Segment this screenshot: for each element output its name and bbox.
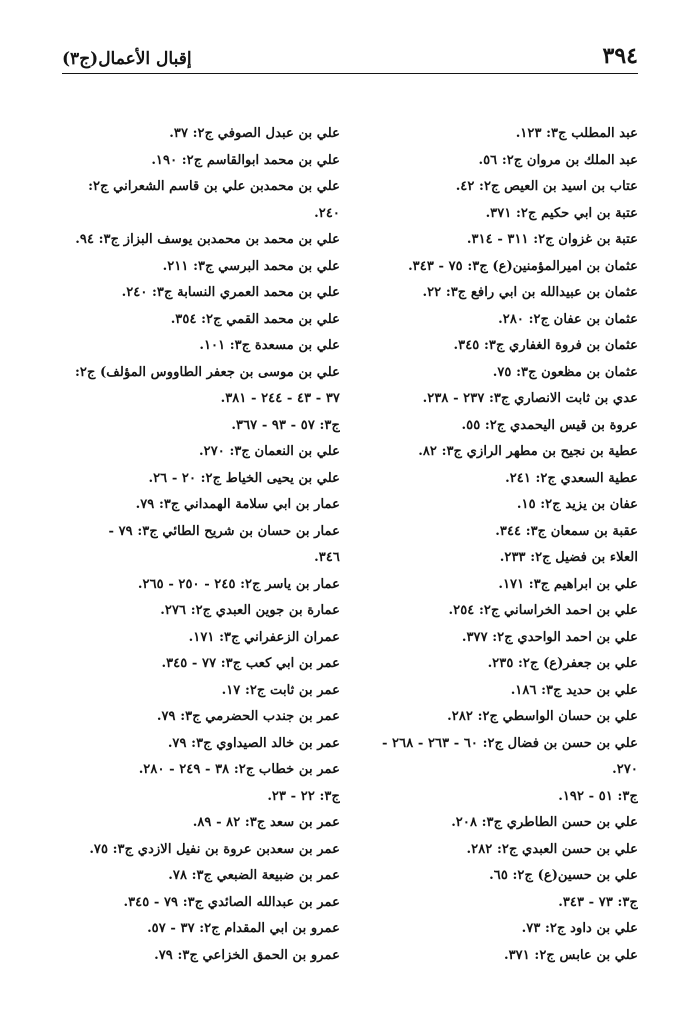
page-header: [62, 34, 638, 74]
index-entry: علي بن موسى بن جعفر الطاووس المؤلف) ج٢:: [74, 364, 340, 380]
index-entry: عمران الزعفراني ج٣: ١٧١.: [188, 629, 340, 645]
index-entry: عمر بن سعد ج٣: ٨٢ - ٨٩.: [192, 815, 340, 830]
index-entry: عمر بن سعدبن عروة بن نفيل الازدي ج٣: ٧٥.: [89, 841, 340, 857]
index-entry: العلاء بن فضيل ج٢: ٢٣٣.: [499, 550, 638, 565]
index-entry: علي بن داود ج٢: ٧٣.: [521, 921, 638, 936]
index-entry: علي بن محمدبن علي بن قاسم الشعراني ج٢:: [88, 179, 340, 194]
index-entry: علي بن احمد الخراساني ج٢: ٢٥٤.: [448, 603, 638, 618]
index-entry: عقبة بن سمعان ج٣: ٣٤٤.: [495, 523, 638, 539]
index-entry: عبد الملك بن مروان ج٢: ٥٦.: [478, 152, 638, 168]
index-entry: عدي بن ثابت الانصاري ج٣: ٢٣٧ - ٢٣٨.: [422, 391, 638, 406]
index-entry: عمر بن جندب الحضرمي ج٣: ٧٩.: [156, 709, 340, 724]
index-entry: علي بن حسن بن فضال ج٢: ٦٠ - ٢٦٣ - ٢٦٨ -: [381, 735, 638, 751]
index-entry: عمار بن ابي سلامة الهمداني ج٣: ٧٩.: [135, 497, 340, 512]
index-entry: علي بن حسان الواسطي ج٢: ٢٨٢.: [447, 709, 638, 724]
index-entry: علي بن محمد القمي ج٢: ٣٥٤.: [170, 311, 340, 327]
index-column-right: [358, 121, 638, 969]
index-entry: علي بن جعفر(ع) ج٢: ٢٣٥.: [487, 656, 638, 671]
index-entry: عتبة بن غزوان ج٢: ٣١١ - ٣١٤.: [466, 232, 638, 247]
index-entry: عمر بن عبدالله الصائدي ج٣: ٧٩ - ٣٤٥.: [123, 894, 340, 910]
index-entry: ج٣: ٥٧ - ٩٣ - ٣٦٧.: [231, 417, 340, 433]
index-entry: علي بن محمد بن محمدبن يوسف البزاز ج٣: ٩٤.: [75, 232, 340, 247]
index-entry: عتاب بن اسيد بن العيص ج٢: ٤٢.: [455, 179, 638, 194]
index-entry: عمر بن خالد الصيداوي ج٣: ٧٩.: [167, 735, 340, 751]
index-entry: ٢٧٠.: [612, 762, 638, 777]
index-entry: عمرو بن الحمق الخزاعي ج٣: ٧٩.: [154, 947, 340, 963]
index-entry: عمار بن حسان بن شريح الطائي ج٣: ٧٩ -: [108, 523, 340, 539]
index-entry: علي بن حديد ج٣: ١٨٦.: [510, 682, 638, 698]
index-entry: عمرو بن ابي المقدام ج٢: ٣٧ - ٥٧.: [147, 921, 340, 936]
index-entry: ج٣: ٢٢ - ٢٣.: [267, 788, 340, 804]
index-entry: عثمان بن فروة الغفاري ج٣: ٣٤٥.: [453, 338, 638, 353]
index-entry: ٣٤٦.: [314, 550, 340, 565]
index-entry: علي بن حسن الطاطري ج٣: ٢٠٨.: [451, 815, 638, 830]
index-entry: علي بن عبدل الصوفي ج٢: ٣٧.: [169, 126, 340, 141]
index-entry: علي بن محمد العمري النسابة ج٣: ٢٤٠.: [121, 285, 340, 300]
index-entry: علي بن عابس ج٢: ٣٧١.: [504, 947, 638, 963]
index-entry: عمر بن ضبيعة الضبعي ج٣: ٧٨.: [168, 868, 340, 883]
index-entry: ج٣: ٥١ - ١٩٢.: [558, 788, 638, 804]
index-entry: عفان بن يزيد ج٢: ١٥.: [516, 497, 638, 512]
index-entry: علي بن ابراهيم ج٣: ١٧١.: [498, 576, 638, 592]
index-entry: عمارة بن جوين العبدي ج٢: ٢٧٦.: [160, 603, 340, 618]
index-entry: عثمان بن اميرالمؤمنين(ع) ج٣: ٧٥ - ٣٤٣.: [408, 258, 638, 274]
index-entry: عروة بن قيس اليحمدي ج٢: ٥٥.: [461, 417, 638, 433]
index-entry: عثمان بن عبيدالله بن ابي رافع ج٣: ٢٢.: [422, 285, 638, 300]
index-column-left: [60, 121, 340, 969]
index-entry: ٢٤٠.: [314, 205, 340, 221]
index-entry: علي بن مسعدة ج٣: ١٠١.: [199, 338, 340, 353]
index-entry: عثمان بن عفان ج٢: ٢٨٠.: [498, 311, 638, 327]
index-entry: ٣٧ - ٤٣ - ٢٤٤ - ٣٨١.: [220, 391, 340, 406]
index-entry: علي بن النعمان ج٣: ٢٧٠.: [199, 444, 340, 459]
book-title: إقبال الأعمال(ج٣): [62, 49, 192, 69]
index-entry: علي بن حسن العبدي ج٢: ٢٨٢.: [466, 841, 638, 857]
index-entry: عتبة بن ابي حكيم ج٢: ٣٧١.: [485, 205, 638, 221]
index-entry: عطية السعدي ج٢: ٢٤١.: [505, 470, 638, 486]
index-entry: عمر بن ثابت ج٢: ١٧.: [221, 682, 340, 698]
index-entry: ج٣: ٧٣ - ٣٤٣.: [558, 894, 638, 910]
index-entry: علي بن يحيى الخياط ج٢: ٢٠ - ٢٦.: [148, 470, 340, 486]
page-number: ٣٩٤: [602, 43, 638, 69]
index-entry: عثمان بن مظعون ج٣: ٧٥.: [492, 364, 638, 380]
index-entry: عبد المطلب ج٣: ١٢٣.: [515, 126, 638, 141]
index-entry: عمر بن خطاب ج٢: ٣٨ - ٢٤٩ - ٢٨٠.: [138, 762, 340, 777]
index-entry: علي بن محمد البرسي ج٣: ٢١١.: [162, 258, 340, 274]
index-entry: علي بن حسين(ع) ج٢: ٦٥.: [489, 868, 638, 883]
index-entry: عمار بن ياسر ج٢: ٢٤٥ - ٢٥٠ - ٢٦٥.: [137, 576, 340, 592]
index-entry: عطية بن نجيح بن مطهر الرازي ج٣: ٨٢.: [418, 444, 638, 459]
index-entry: علي بن محمد ابوالقاسم ج٢: ١٩٠.: [151, 152, 340, 168]
index-entry: عمر بن ابي كعب ج٣: ٧٧ - ٣٤٥.: [161, 656, 340, 671]
index-entry: علي بن احمد الواحدي ج٢: ٣٧٧.: [461, 629, 638, 645]
